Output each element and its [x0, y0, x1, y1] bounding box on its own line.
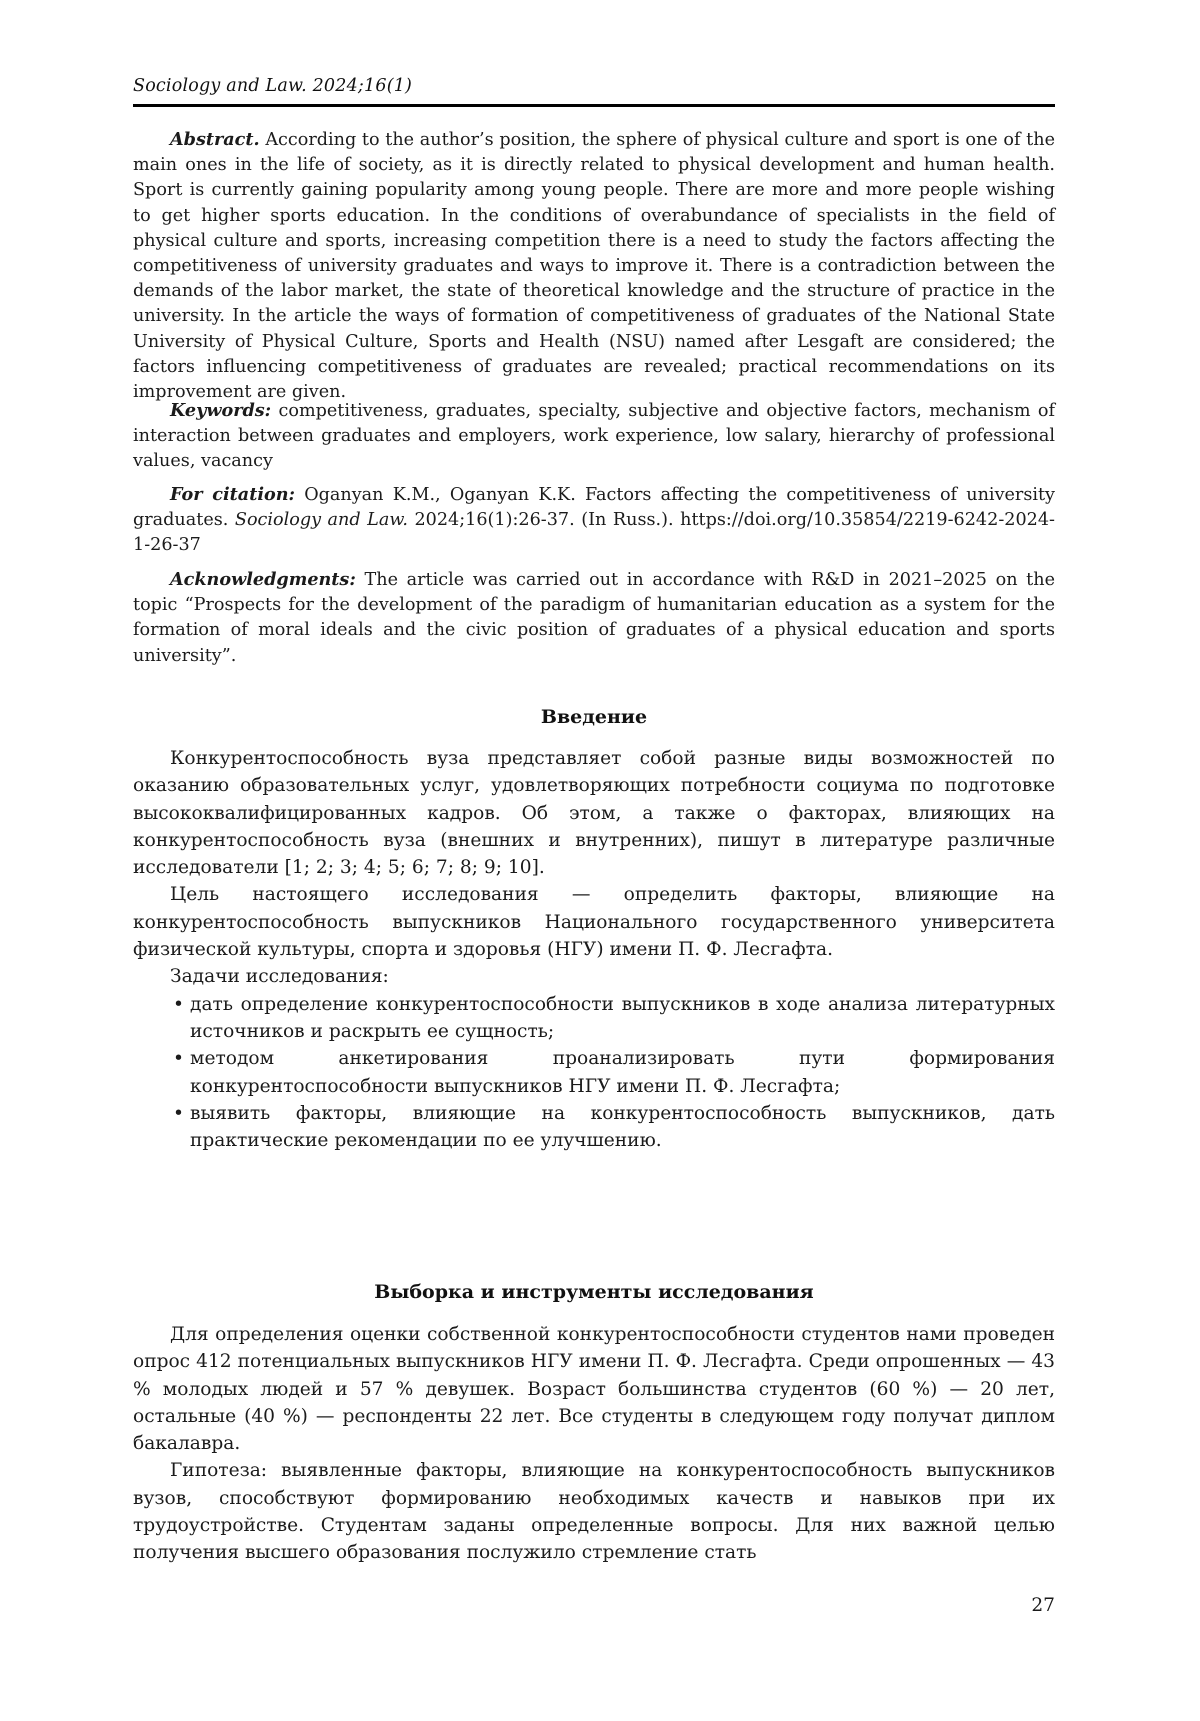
- keywords-text: competitiveness, graduates, specialty, subjective and objective factors, mechanism of interaction between graduates and employers, work experience, low salary, hierarchy of professional values, vacancy: [133, 401, 1055, 472]
- bullet-icon: •: [173, 1048, 184, 1070]
- citation-doi[interactable]: 2024;16(1):26-37. (In Russ.). https://doi.org/10.35854/2219-6242-2024-1-26-37: [133, 510, 1055, 556]
- task-text: выявить факторы, влияющие на конкурентоспособность выпускников, дать практические рекомендации по ее улучшению.: [190, 1102, 1055, 1152]
- header-rule: [133, 104, 1055, 107]
- acknowledgments-section: [133, 567, 1055, 669]
- tasks-label: Задачи исследования:: [170, 966, 389, 988]
- acknowledgments-paragraph: [133, 567, 1055, 669]
- citation-journal: Sociology and Law.: [234, 510, 408, 531]
- sample-section: [133, 1321, 1055, 1567]
- task-text: методом анкетирования проанализировать пути формирования конкурентоспособности выпускников НГУ имени П. Ф. Лесгафта;: [190, 1048, 1055, 1097]
- bullet-icon: •: [173, 1102, 184, 1124]
- bullet-icon: •: [173, 993, 184, 1015]
- section-heading-intro: Введение: [540, 706, 648, 728]
- section-heading-sample: Выборка и инструменты исследования: [374, 1281, 814, 1303]
- intro-paragraph-2: Цель настоящего исследования — определить факторы, влияющие на конкурентоспособность выпускников Национального государственного университета физической культуры, спорта и здоровья (НГУ) имени П. Ф. Лесгафта.: [133, 884, 1055, 961]
- keywords-section: [133, 398, 1055, 475]
- tasks-list: [133, 991, 1055, 1155]
- acknowledgments-text: The article was carried out in accordance with R&D in 2021–2025 on the topic “Prospects for the development of the paradigm of humanitarian education as a system for the formation of moral ideals and the civic position of graduates of a physical education and sports university”.: [133, 570, 1055, 666]
- abstract-paragraph: [133, 127, 1055, 405]
- keywords-paragraph: [133, 398, 1055, 475]
- abstract-text: According to the author’s position, the sphere of physical culture and sport is one of the main ones in the life of society, as it is directly related to physical development and human health. Sport is currently gaining popularity among young people. There are more and more people wishing to get higher sports education. In the conditions of overabundance of specialists in the field of physical culture and sports, increasing competition there is a need to study the factors affecting the competitiveness of university graduates and ways to improve it. There is a contradiction between the demands of the labor market, the state of theoretical knowledge and the structure of practice in the university. In the article the ways of formation of competitiveness of graduates of the National State University of Physical Culture, Sports and Health (NSU) named after Lesgaft are considered; the factors influencing competitiveness of graduates are revealed; practical recommendations on its improvement are given.: [133, 130, 1055, 403]
- page-number: 27: [1031, 1595, 1055, 1616]
- sample-paragraph-1: Для определения оценки собственной конкурентоспособности студентов нами проведен опрос 412 потенциальных выпускников НГУ имени П. Ф. Лесгафта. Среди опрошенных — 43 % молодых людей и 57 % девушек. Возраст большинства студентов (60 %) — 20 лет, остальные (40 %) — респонденты 22 лет. Все студенты в следующем году получат диплом бакалавра.: [133, 1324, 1055, 1455]
- intro-paragraph-1: Конкурентоспособность вуза представляет собой разные виды возможностей по оказанию образовательных услуг, удовлетворяющих потребности социума по подготовке высококвалифицированных кадров. Об этом, а также о факторах, влияющих на конкурентоспособность вуза (внешних и внутренних), пишут в литературе различные исследователи [1; 2; 3; 4; 5; 6; 7; 8; 9; 10].: [133, 748, 1055, 879]
- citation-paragraph: [133, 482, 1055, 559]
- running-head: Sociology and Law. 2024;16(1): [133, 76, 413, 96]
- citation-text: Oganyan K.M., Oganyan K.K. Factors affecting the competitiveness of university graduates.: [133, 485, 1055, 531]
- citation-section: [133, 482, 1055, 559]
- sample-paragraph-2: Гипотеза: выявленные факторы, влияющие на конкурентоспособность выпускников вузов, способствуют формированию необходимых качеств и навыков при их трудоустройстве. Студентам заданы определенные вопросы. Для них важной целью получения высшего образования послужило стремление стать: [133, 1460, 1055, 1564]
- task-item: [133, 991, 1055, 1046]
- citation-label: For citation:: [170, 484, 296, 505]
- abstract-label: Abstract.: [170, 129, 260, 150]
- abstract-section: [133, 127, 1055, 405]
- task-item: [133, 1100, 1055, 1155]
- intro-section: [133, 745, 1055, 1154]
- task-item: [133, 1045, 1055, 1100]
- task-text: дать определение конкурентоспособности выпускников в ходе анализа литературных источников и раскрыть ее сущность;: [190, 993, 1055, 1042]
- keywords-label: Keywords:: [170, 400, 272, 421]
- acknowledgments-label: Acknowledgments:: [170, 569, 356, 590]
